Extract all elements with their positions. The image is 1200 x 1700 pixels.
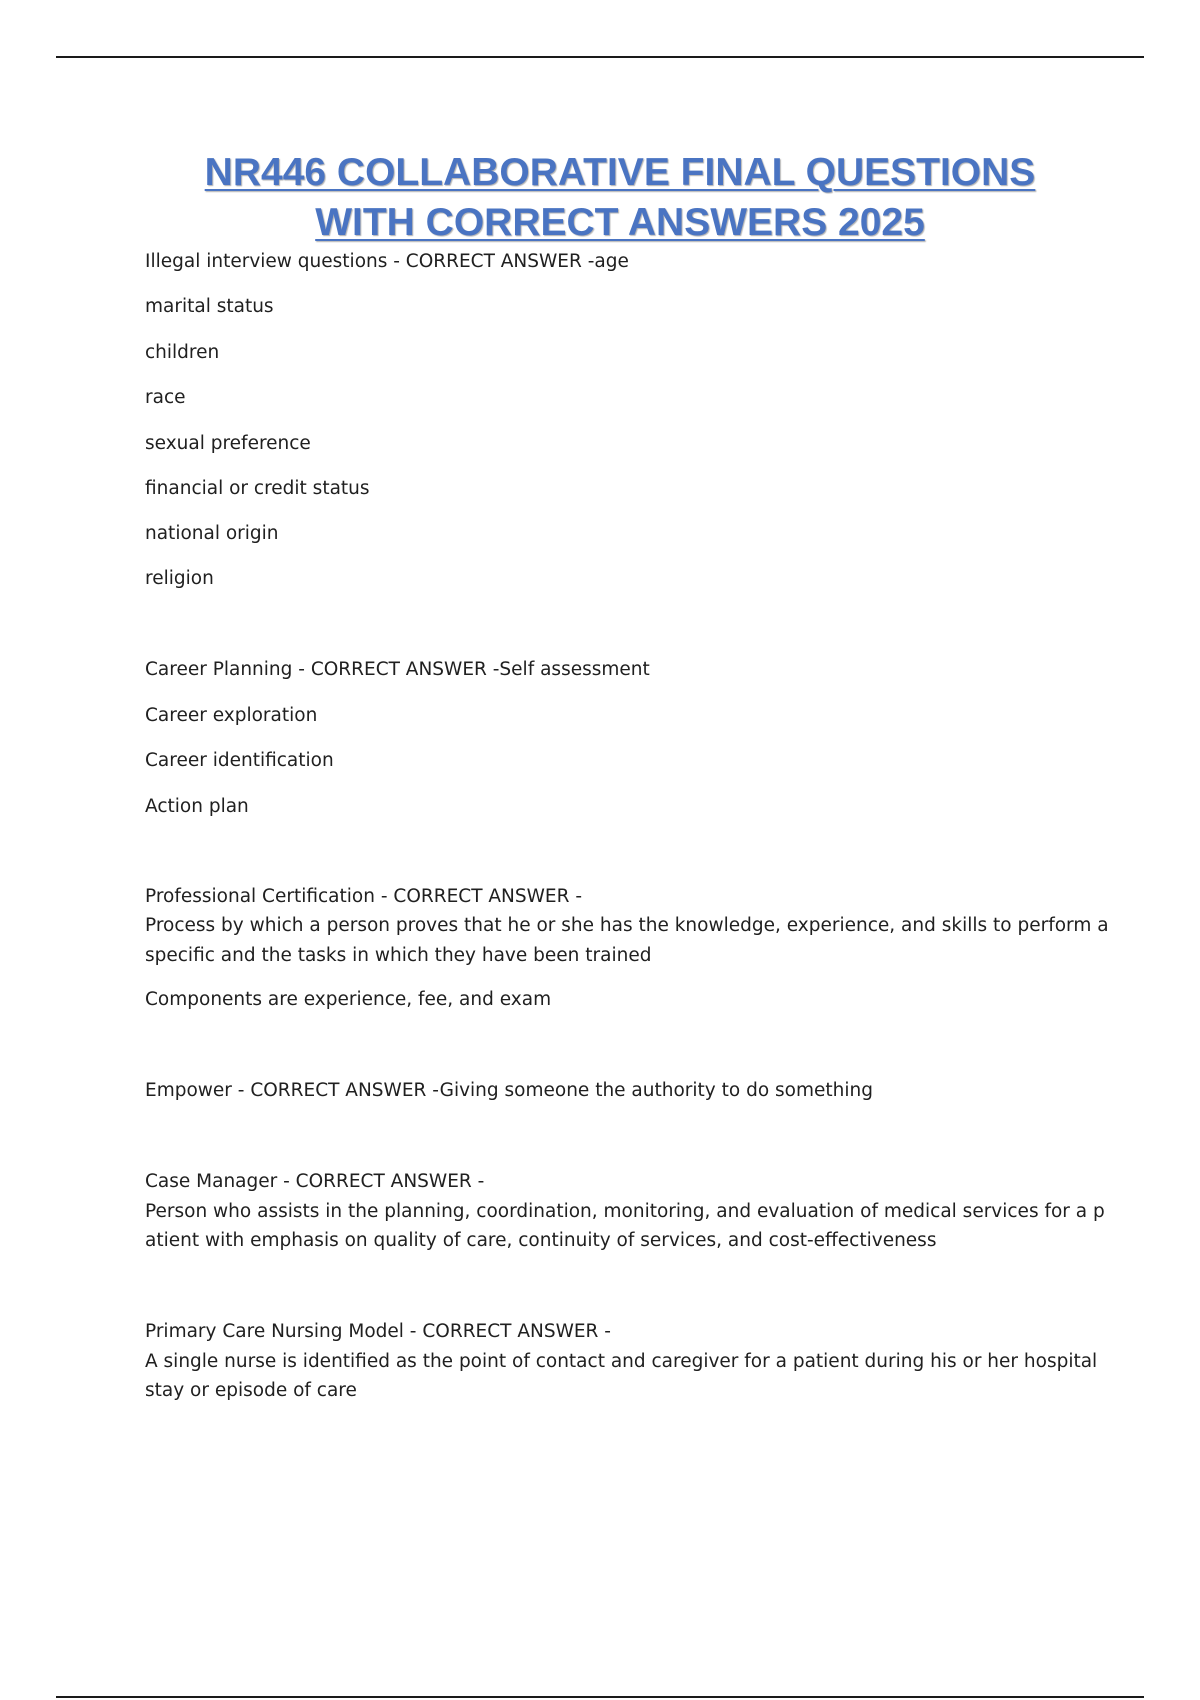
entry-illegal-questions-line: children — [145, 342, 220, 363]
entry-career-planning-line: Career exploration — [145, 705, 318, 726]
entry-professional-certification-line: Components are experience, fee, and exam — [145, 989, 552, 1010]
entry-empower-line: Empower - CORRECT ANSWER -Giving someone the authority to do something — [145, 1080, 873, 1101]
entry-professional-certification-line: Professional Certification - CORRECT ANSWER - — [145, 886, 582, 907]
entry-career-planning-line: Career identification — [145, 750, 334, 771]
entry-illegal-questions-line: religion — [145, 568, 214, 589]
top-rule — [56, 56, 1144, 58]
entry-illegal-questions-line: marital status — [145, 296, 274, 317]
entry-primary-care-model-line: stay or episode of care — [145, 1380, 357, 1401]
entry-primary-care-model-line: A single nurse is identified as the point of contact and caregiver for a patient during his or her hospital — [145, 1351, 1098, 1372]
entry-illegal-questions-line: sexual preference — [145, 433, 311, 454]
entry-illegal-questions-line: national origin — [145, 523, 279, 544]
entry-case-manager-line: Case Manager - CORRECT ANSWER - — [145, 1171, 485, 1192]
entry-primary-care-model-line: Primary Care Nursing Model - CORRECT ANSWER - — [145, 1321, 611, 1342]
entry-career-planning-line: Career Planning - CORRECT ANSWER -Self assessment — [145, 659, 650, 680]
entry-illegal-questions-line: financial or credit status — [145, 478, 370, 499]
title-line-2: WITH CORRECT ANSWERS 2025 — [315, 201, 925, 244]
title-line-1: NR446 COLLABORATIVE FINAL QUESTIONS — [204, 151, 1036, 194]
bottom-rule — [56, 1696, 1144, 1698]
entry-illegal-questions-line: Illegal interview questions - CORRECT ANSWER -age — [145, 251, 629, 272]
document-title — [0, 148, 1200, 248]
entry-career-planning-line: Action plan — [145, 796, 249, 817]
entry-case-manager-line: Person who assists in the planning, coordination, monitoring, and evaluation of medical services for a p — [145, 1201, 1105, 1222]
entry-professional-certification-line: Process by which a person proves that he or she has the knowledge, experience, and skills to perform a — [145, 915, 1109, 936]
entry-illegal-questions-line: race — [145, 387, 186, 408]
entry-professional-certification-line: specific and the tasks in which they have been trained — [145, 945, 652, 966]
entry-case-manager-line: atient with emphasis on quality of care, continuity of services, and cost-effectiveness — [145, 1230, 937, 1251]
